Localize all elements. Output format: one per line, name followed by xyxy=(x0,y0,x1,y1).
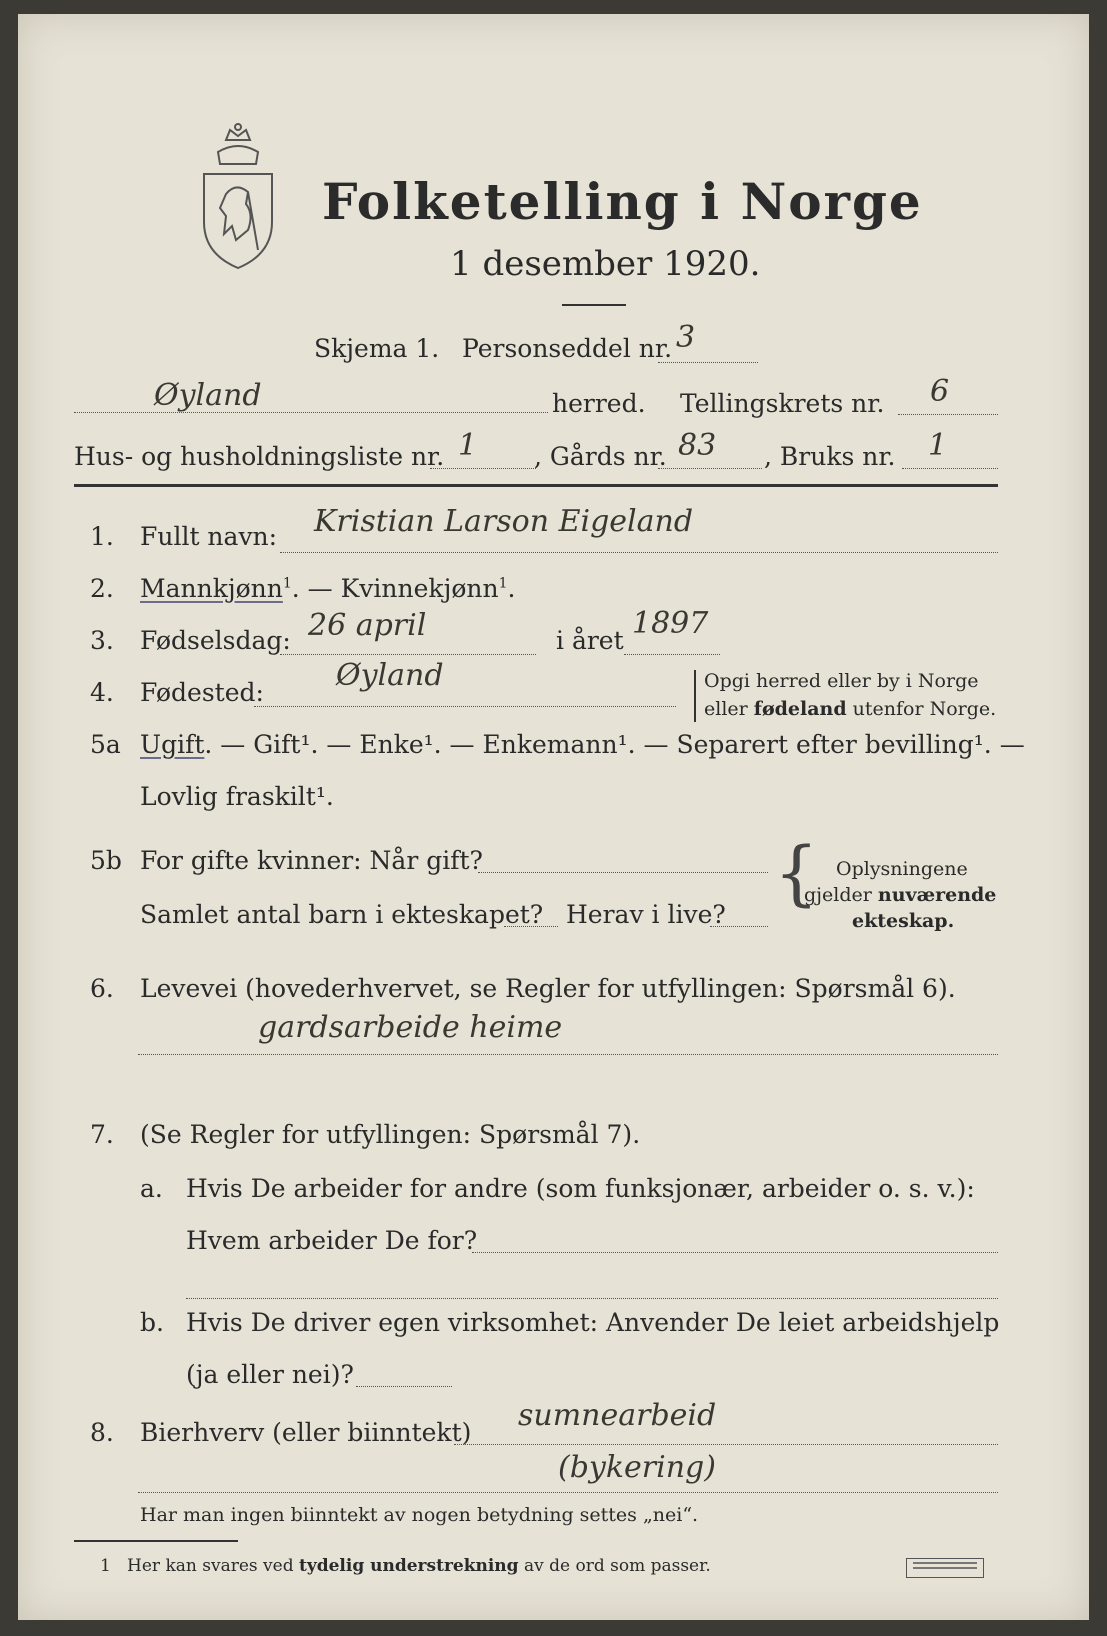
marital-other-options: . — Gift¹. — Enke¹. — Enkemann¹. — Separert efter bevilling¹. — xyxy=(204,730,1025,759)
q4-note2a: eller xyxy=(704,698,754,720)
gender-male-option[interactable]: Mannkjønn xyxy=(140,574,283,603)
q6-number: 6. xyxy=(90,974,114,1003)
herred-line xyxy=(74,412,548,413)
q7b-text: Hvis De driver egen virksomhet: Anvender De leiet arbeidshjelp xyxy=(186,1308,1000,1337)
bruks-line xyxy=(902,468,998,469)
herred-label: herred. xyxy=(552,389,646,418)
q5b-brace: { xyxy=(774,832,819,914)
employer-line-2[interactable] xyxy=(186,1298,998,1299)
q3-number: 3. xyxy=(90,626,114,655)
q5b-children-label: Samlet antal barn i ekteskapet? xyxy=(140,900,544,929)
bruks-value[interactable]: 1 xyxy=(928,428,948,463)
q7-label: (Se Regler for utfyllingen: Spørsmål 7). xyxy=(140,1120,641,1149)
q8-label: Bierhverv (eller biinntekt) xyxy=(140,1418,472,1447)
side-income-line xyxy=(454,1444,998,1445)
birthday-value[interactable]: 26 april xyxy=(308,608,427,643)
birthplace-value[interactable]: Øyland xyxy=(336,658,444,693)
q5b-note-line1: Oplysningene xyxy=(836,858,968,880)
employer-line[interactable] xyxy=(472,1252,998,1253)
hus-label: Hus- og husholdningsliste nr. xyxy=(74,442,445,471)
footnote-text-a: Her kan svares ved xyxy=(127,1556,299,1576)
form-title: Folketelling i Norge xyxy=(322,172,923,231)
norway-coat-of-arms-icon xyxy=(196,122,280,272)
married-when-line[interactable] xyxy=(478,872,768,873)
q5b-note-line3: ekteskap. xyxy=(852,910,955,932)
herred-value[interactable]: Øyland xyxy=(154,378,262,413)
header-rule xyxy=(74,484,998,487)
footnote-text-c: av de ord som passer. xyxy=(518,1556,711,1576)
personseddel-label: Personseddel nr. xyxy=(462,334,673,363)
q5b-married-when-label: For gifte kvinner: Når gift? xyxy=(140,846,483,875)
gender-female-sup: 1 xyxy=(498,575,508,592)
hus-value[interactable]: 1 xyxy=(458,428,478,463)
gards-line xyxy=(658,468,762,469)
q5b-note-line2 xyxy=(804,884,996,906)
tellingskrets-value[interactable]: 6 xyxy=(930,374,950,409)
full-name-line xyxy=(280,552,998,553)
q4-brace xyxy=(694,670,696,722)
q4-label: Fødested: xyxy=(140,678,264,707)
q5b-living-label: Herav i live? xyxy=(566,900,726,929)
full-name-value[interactable]: Kristian Larson Eigeland xyxy=(314,504,694,539)
q7a-number: a. xyxy=(140,1174,163,1203)
children-count-line[interactable] xyxy=(504,926,558,927)
q7b-question: (ja eller nei)? xyxy=(186,1360,354,1389)
side-income-value[interactable]: sumnearbeid xyxy=(518,1398,717,1433)
q3-label: Fødselsdag: xyxy=(140,626,291,655)
q4-number: 4. xyxy=(90,678,114,707)
personseddel-line xyxy=(658,362,758,363)
form-date: 1 desember 1920. xyxy=(450,244,761,284)
q7a-question: Hvem arbeider De for? xyxy=(186,1226,478,1255)
occupation-line xyxy=(138,1054,998,1055)
census-form xyxy=(18,14,1089,1620)
marital-options xyxy=(140,730,1025,759)
q7a-text: Hvis De arbeider for andre (som funksjonær, arbeider o. s. v.): xyxy=(186,1174,975,1203)
q4-note2b: fødeland xyxy=(753,698,847,720)
marital-divorced-option[interactable]: Lovlig fraskilt¹. xyxy=(140,782,334,811)
gards-label: , Gårds nr. xyxy=(534,442,667,471)
q5b-number: 5b xyxy=(90,846,122,875)
q7b-number: b. xyxy=(140,1308,164,1337)
q8-number: 8. xyxy=(90,1418,114,1447)
skjema-label: Skjema 1. xyxy=(314,334,440,363)
q4-note2c: utenfor Norge. xyxy=(846,698,997,720)
q2-number: 2. xyxy=(90,574,114,603)
q5b-note2b: nuværende xyxy=(877,884,997,906)
q4-note-line2 xyxy=(704,698,996,720)
tellingskrets-line xyxy=(898,414,998,415)
birthday-line xyxy=(280,654,536,655)
personseddel-value[interactable]: 3 xyxy=(676,320,696,355)
gender-male-sup: 1 xyxy=(282,575,292,592)
q1-number: 1. xyxy=(90,522,114,551)
birth-year-value[interactable]: 1897 xyxy=(632,606,709,641)
hired-help-line[interactable] xyxy=(356,1386,452,1387)
q1-label: Fullt navn: xyxy=(140,522,278,551)
q6-label: Levevei (hovederhvervet, se Regler for utfyllingen: Spørsmål 6). xyxy=(140,974,956,1003)
gards-value[interactable]: 83 xyxy=(678,428,717,463)
occupation-value[interactable]: gardsarbeide heime xyxy=(258,1010,563,1045)
birth-year-label: i året xyxy=(556,626,624,655)
children-living-line[interactable] xyxy=(710,926,768,927)
hus-line xyxy=(430,468,536,469)
birth-year-line xyxy=(624,654,720,655)
footnote-rule xyxy=(74,1540,238,1542)
printer-stamp-icon xyxy=(906,1558,984,1578)
gender-separator: . — xyxy=(291,574,341,603)
q5b-note2a: gjelder xyxy=(804,884,878,906)
marital-unmarried-option[interactable]: Ugift xyxy=(140,730,205,759)
gender-options xyxy=(140,574,515,603)
title-divider xyxy=(562,304,626,306)
footnote-number: 1 xyxy=(100,1556,111,1576)
side-income-value-2[interactable]: (bykering) xyxy=(558,1450,716,1485)
bruks-label: , Bruks nr. xyxy=(764,442,896,471)
footnote-text-b: tydelig understrekning xyxy=(298,1556,519,1576)
gender-end: . xyxy=(507,574,516,603)
gender-female-option[interactable]: Kvinnekjønn xyxy=(340,574,499,603)
tellingskrets-label: Tellingskrets nr. xyxy=(680,389,885,418)
birthplace-line xyxy=(254,706,676,707)
q8-note: Har man ingen biinntekt av nogen betydning settes „nei“. xyxy=(140,1504,699,1526)
q7-number: 7. xyxy=(90,1120,114,1149)
side-income-line-2 xyxy=(138,1492,998,1493)
q5a-number: 5a xyxy=(90,730,121,759)
footnote xyxy=(100,1556,711,1576)
q4-note-line1: Opgi herred eller by i Norge xyxy=(704,670,979,692)
